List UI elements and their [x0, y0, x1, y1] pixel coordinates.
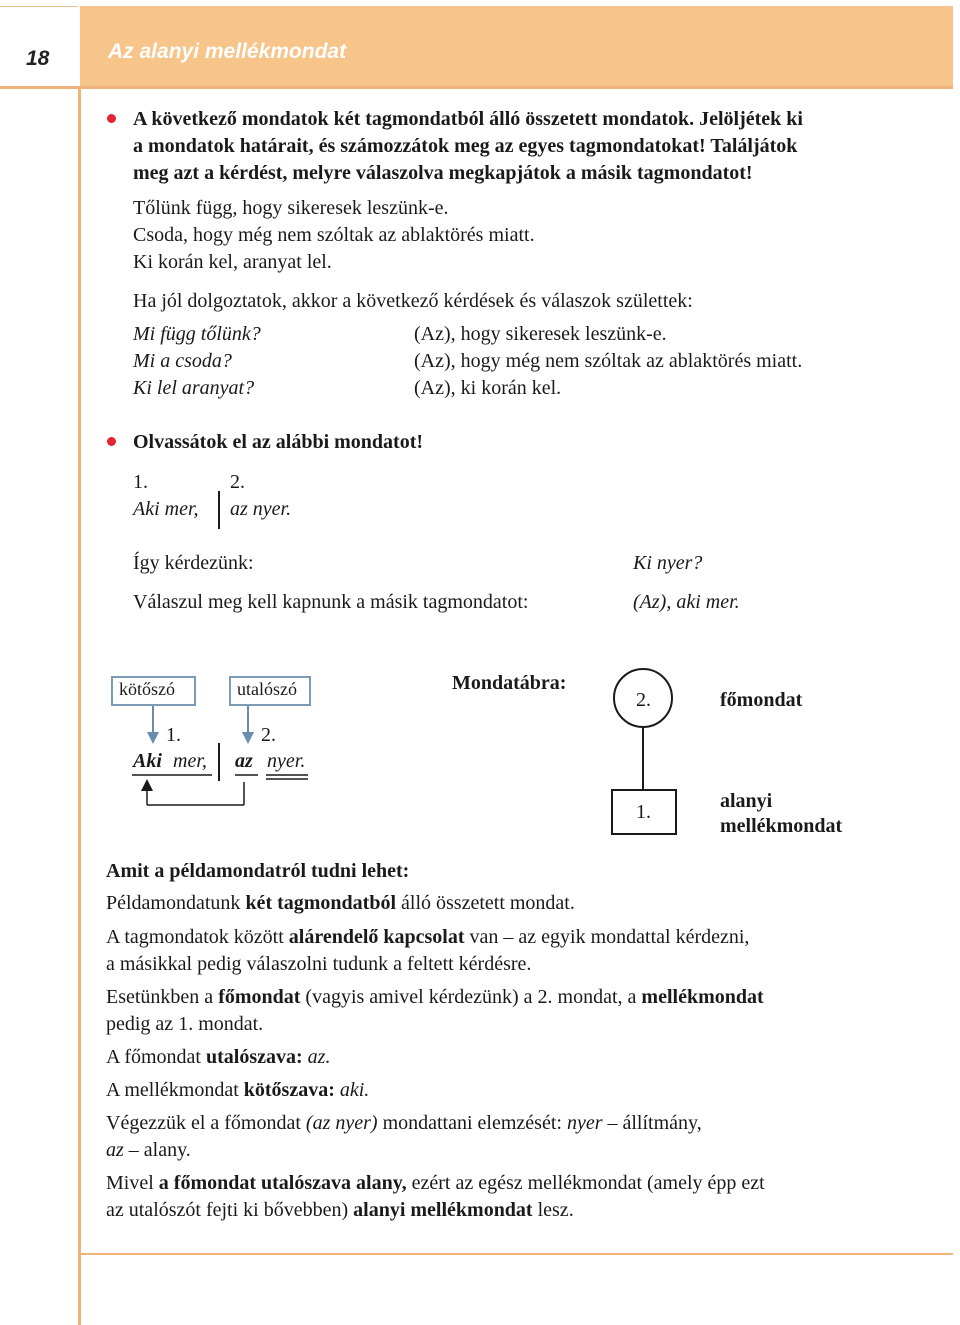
explanation-paragraph: Esetünkben a főmondat (vagyis amivel kérdezünk) a 2. mondat, a mellékmondat — [106, 986, 764, 1008]
clause-1: Aki mer, — [133, 498, 199, 520]
qa-question: Mi függ tőlünk? — [133, 323, 261, 345]
main-clause-label: főmondat — [720, 689, 803, 711]
qa-answer: (Az), ki korán kel. — [414, 377, 562, 399]
bullet-icon — [107, 437, 116, 446]
task1-line-2: a mondatok határait, és számozzátok meg az egyes tagmondatokat! Találjátok — [133, 135, 798, 157]
qa-question: Mi a csoda? — [133, 350, 232, 372]
margin-rule — [78, 86, 81, 1325]
clause-number-1: 1. — [133, 471, 148, 493]
page-title: Az alanyi mellékmondat — [108, 40, 347, 63]
explanation-paragraph: az – alany. — [106, 1139, 191, 1161]
reference-word-label: utalószó — [237, 679, 297, 699]
tree-edge — [642, 728, 644, 789]
word-nyer: nyer. — [267, 750, 306, 772]
explanation-paragraph: Végezzük el a főmondat (az nyer) mondattani elemzését: nyer – állítmány, — [106, 1112, 702, 1134]
explanation-paragraph: a másikkal pedig válaszolni tudunk a feltett kérdésre. — [106, 953, 532, 975]
explanation-paragraph: Mivel a főmondat utalószava alany, ezért az egész mellékmondat (amely épp ezt — [106, 1172, 765, 1194]
arrow-head-icon — [147, 732, 159, 744]
qa-answer: (Az), hogy még nem szóltak az ablaktörés miatt. — [414, 350, 803, 372]
explanation-heading: Amit a példamondatról tudni lehet: — [106, 860, 410, 882]
title-bar — [80, 6, 953, 86]
square-label: 1. — [636, 801, 651, 823]
explanation-paragraph: A mellékmondat kötőszava: aki. — [106, 1079, 370, 1101]
footer-rule — [80, 1253, 953, 1255]
tree-title: Mondatábra: — [452, 672, 567, 694]
page-number-box — [0, 6, 78, 87]
word-mer: mer, — [173, 750, 207, 772]
sub-clause-label-1: alanyi — [720, 790, 773, 812]
arrow-head-icon — [242, 732, 254, 744]
explanation-paragraph: az utalószót fejti ki bővebben) alanyi mellékmondat lesz. — [106, 1199, 574, 1221]
answer-label: Válaszul meg kell kapnunk a másik tagmondatot: — [133, 591, 529, 613]
example-sentence: Tőlünk függ, hogy sikeresek leszünk-e. — [133, 197, 449, 219]
answer-text: (Az), aki mer. — [633, 591, 740, 613]
clause-2: az nyer. — [230, 498, 292, 520]
page-number: 18 — [26, 47, 50, 70]
explanation-paragraph: A tagmondatok között alárendelő kapcsolat van – az egyik mondattal kérdezni, — [106, 926, 750, 948]
clause-number-2: 2. — [230, 471, 245, 493]
task2-instruction: Olvassátok el az alábbi mondatot! — [133, 431, 424, 453]
example-sentence: Ki korán kel, aranyat lel. — [133, 251, 332, 273]
diagram-number-1: 1. — [166, 724, 181, 746]
qa-question: Ki lel aranyat? — [133, 377, 255, 399]
task1-line-1: A következő mondatok két tagmondatból álló összetett mondatok. Jelöljétek ki — [133, 108, 803, 130]
question-label: Így kérdezünk: — [133, 552, 254, 574]
bullet-icon — [107, 114, 116, 123]
qa-answer: (Az), hogy sikeresek leszünk-e. — [414, 323, 667, 345]
header-rule — [0, 86, 953, 89]
clause-link-lines — [100, 765, 320, 815]
question-text: Ki nyer? — [633, 552, 703, 574]
explanation-paragraph: Példamondatunk két tagmondatból álló összetett mondat. — [106, 892, 575, 914]
circle-label: 2. — [636, 689, 651, 711]
page-header — [0, 0, 953, 86]
task1-line-3: meg azt a kérdést, melyre válaszolva megkapjátok a másik tagmondatot! — [133, 162, 753, 184]
qa-intro: Ha jól dolgoztatok, akkor a következő kérdések és válaszok születtek: — [133, 290, 693, 312]
explanation-paragraph: A főmondat utalószava: az. — [106, 1046, 331, 1068]
reference-word-box — [229, 676, 311, 706]
diagram-number-2: 2. — [261, 724, 276, 746]
conjunction-box — [111, 676, 196, 706]
clause-separator — [218, 491, 220, 529]
arrow-down-icon — [152, 706, 154, 733]
word-az: az — [235, 750, 253, 772]
sub-clause-label-2: mellékmondat — [720, 815, 843, 837]
arrow-down-icon — [247, 706, 249, 733]
example-sentence: Csoda, hogy még nem szóltak az ablaktörés miatt. — [133, 224, 535, 246]
explanation-paragraph: pedig az 1. mondat. — [106, 1013, 264, 1035]
conjunction-label: kötőszó — [119, 679, 175, 699]
word-aki: Aki — [133, 750, 162, 772]
